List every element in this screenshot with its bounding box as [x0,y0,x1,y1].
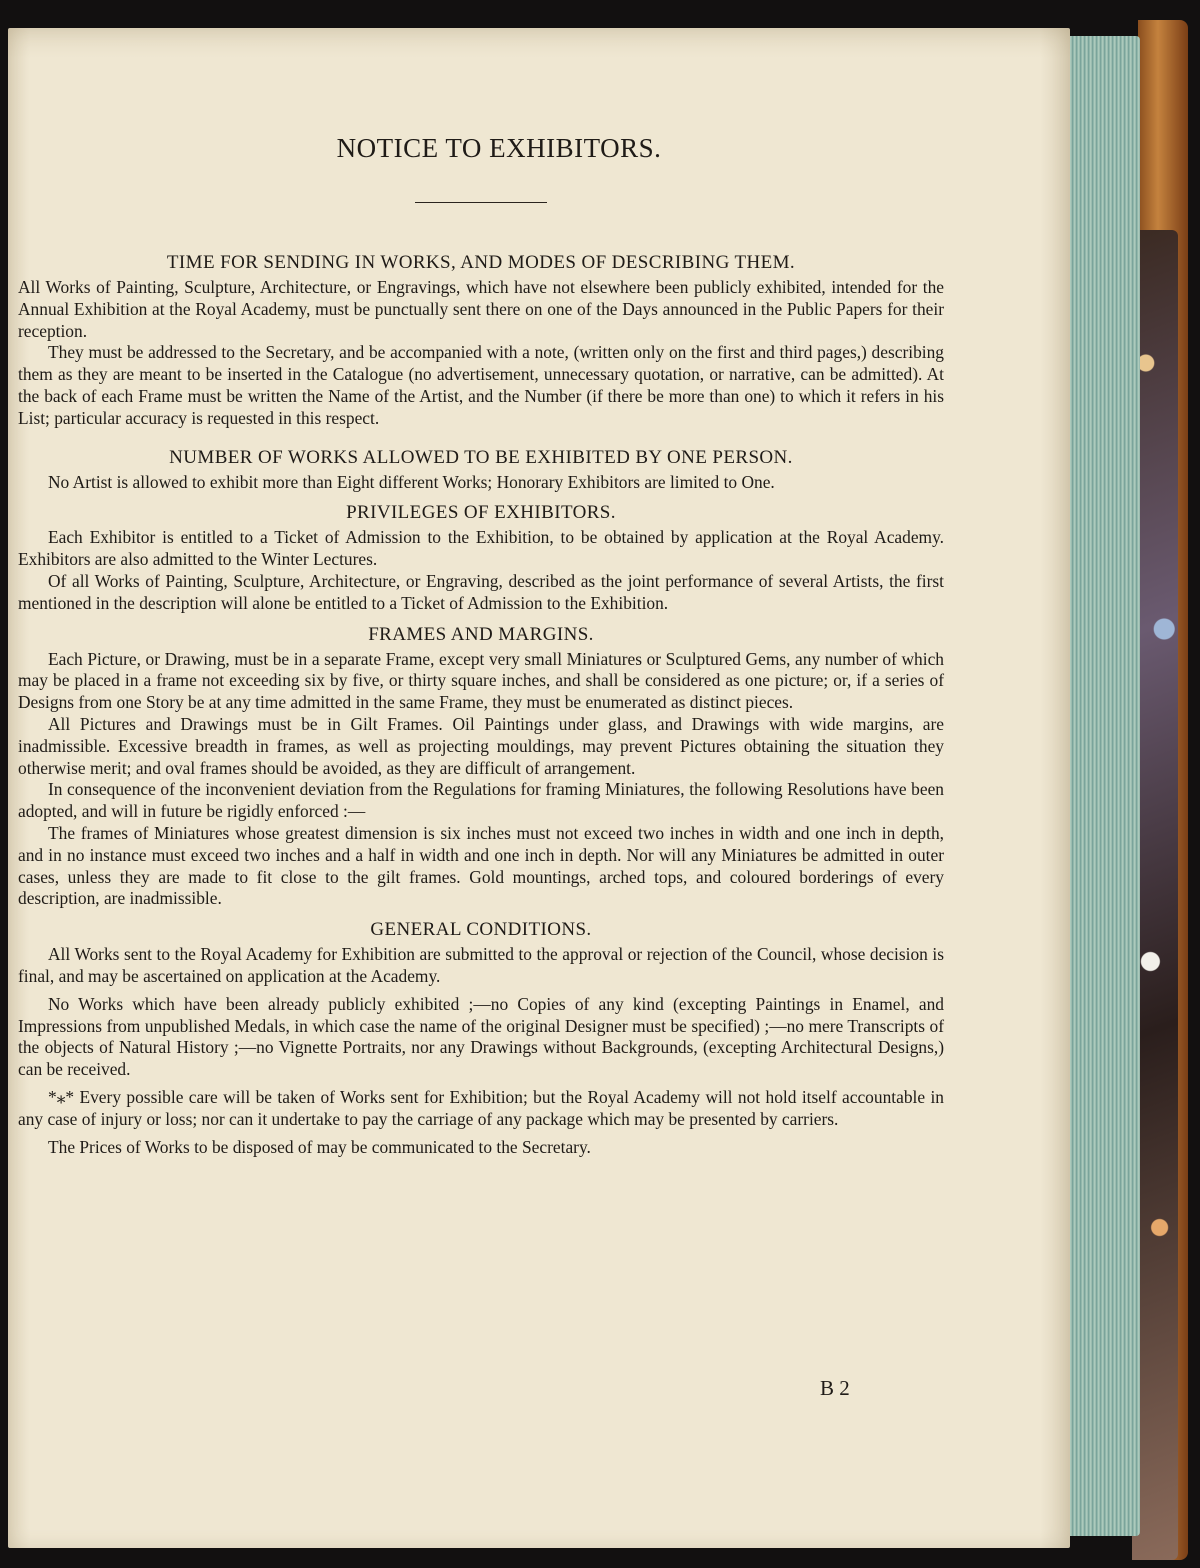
section-heading-number: NUMBER OF WORKS ALLOWED TO BE EXHIBITED BY ONE PERSON. [169,446,793,468]
title-rule [415,202,547,203]
paragraph: In consequence of the inconvenient deviation from the Regulations for framing Miniatures, the following Resolutions have been adopted, and will in future be rigidly enforced :— [18,779,944,822]
paragraph: All Works sent to the Royal Academy for Exhibition are submitted to the approval or rejection of the Council, whose decision is final, and may be ascertained on application at the Academy. [18,944,944,986]
paragraph: *⁎* Every possible care will be taken of Works sent for Exhibition; but the Royal Academy will not hold itself accountable in any case of injury or loss; nor can it undertake to pay the carriage of any package which may be presented by carriers. [18,1086,944,1129]
paragraph: The frames of Miniatures whose greatest dimension is six inches must not exceed two inches in width and one inch in depth, and in no instance must exceed two inches and a half in width and one inch in depth. Nor will any Miniatures be admitted in outer cases, unless they are made to fit close to the gilt frames. Gold mountings, arched tops, and coloured borderings of every description, are inadmissible. [18,822,944,909]
paragraph: No Artist is allowed to exhibit more than Eight different Works; Honorary Exhibitors are limited to One. [48,471,775,492]
section-heading-general: GENERAL CONDITIONS. [370,919,592,941]
paragraph: All Pictures and Drawings must be in Gilt Frames. Oil Paintings under glass, and Drawings with wide margins, are inadmissible. Excessive breadth in frames, as well as projecting mouldings, may prevent Pictures obtaining the situation they otherwise merit; and oval frames should be avoided, as they are difficult of arrangement. [18,713,944,778]
section-heading-time: TIME FOR SENDING IN WORKS, AND MODES OF DESCRIBING THEM. [166,252,796,273]
section-heading-privileges: PRIVILEGES OF EXHIBITORS. [346,502,616,524]
section-heading-frames: FRAMES AND MARGINS. [368,623,594,645]
page-edges [1068,36,1140,1536]
paragraph: All Works of Painting, Sculpture, Architecture, or Engravings, which have not elsewhere been publicly exhibited, intended for the Annual Exhibition at the Royal Academy, must be punctually sent there on one of the Days announced in the Public Papers for their reception. [18,277,944,341]
paragraph: They must be addressed to the Secretary, and be accompanied with a note, (written only on the first and third pages,) describing them as they are meant to be inserted in the Catalogue (no advertisement, unnecessary quotation, or narrative, can be admitted). At the back of each Frame must be written the Name of the Artist, and the Number (if there be more than one) to which it refers in his List; particular accuracy is requested in this respect. [18,342,944,428]
paragraph: Each Picture, or Drawing, must be in a separate Frame, except very small Miniatures or Sculptured Gems, any number of which may be placed in a frame not exceeding six by five, or thirty square inches, and shall be considered as one picture; or, if a series of Designs from one Story be at any time admitted in the same Frame, they must be enumerated as distinct pieces. [18,648,944,713]
signature-mark: B 2 [820,1376,850,1400]
paragraph: Of all Works of Painting, Sculpture, Architecture, or Engraving, described as the joint performance of several Artists, the first mentioned in the description will alone be entitled to a Ticket of Admission to the Exhibition. [18,570,944,613]
page-title: NOTICE TO EXHIBITORS. [336,133,662,163]
paragraph: Each Exhibitor is entitled to a Ticket of Admission to the Exhibition, to be obtained by application at the Royal Academy. Exhibitors are also admitted to the Winter Lectures. [18,527,944,570]
paragraph: The Prices of Works to be disposed of may be communicated to the Secretary. [48,1136,591,1157]
paragraph: No Works which have been already publicly exhibited ;—no Copies of any kind (excepting Paintings in Enamel, and Impressions from unpublished Medals, in which case the name of the original Designer must be specified) ;—no mere Transcripts of the objects of Natural History ;—no Vignette Portraits, nor any Drawings without Backgrounds, (excepting Architectural Designs,) can be received. [18,993,944,1080]
page-content [18,120,944,1158]
